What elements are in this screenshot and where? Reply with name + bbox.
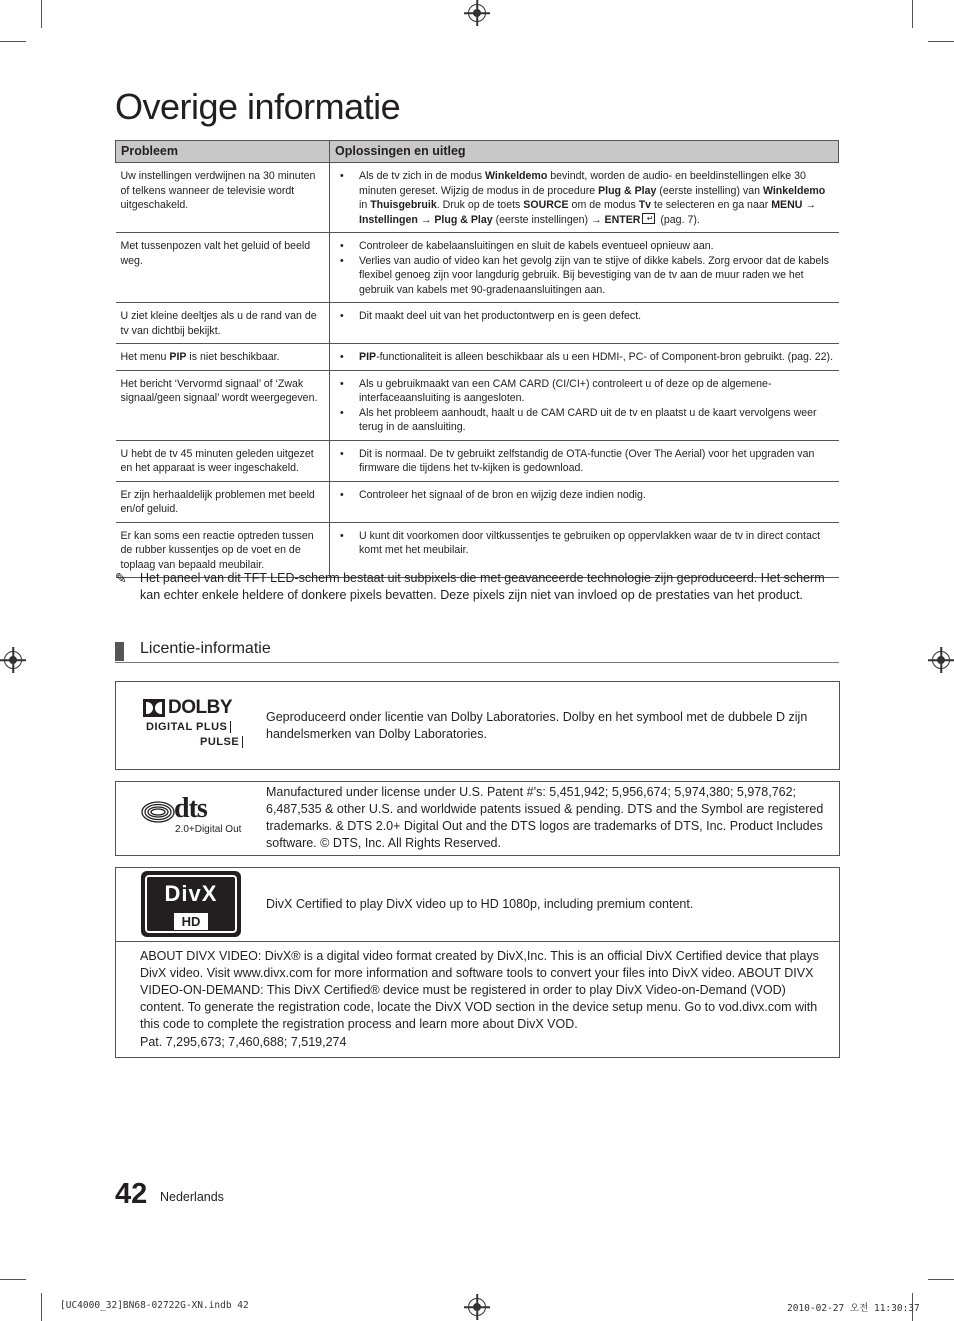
- divx-logo: [141, 871, 241, 937]
- dolby-logo-line3: PULSE: [200, 736, 243, 748]
- troubleshooting-table: [115, 140, 839, 578]
- solution-cell: [330, 233, 839, 303]
- crop-mark: [0, 1279, 26, 1280]
- divx-logo-sub: HD: [174, 913, 208, 930]
- dolby-logo: [138, 699, 243, 755]
- divx-divider: [116, 941, 839, 942]
- page-language: Nederlands: [160, 1190, 224, 1204]
- solution-bullet: • Verlies van audio of video kan het gevolg zijn van te stijve of dikke kabels. Zorg ervoor dat de kabels flexibel genoeg zijn voor langdurig gebruik. Bij bevestiging van de tv aan de muur raden we het gebruik van kabels met 90-gradenaansluitingen aan.: [359, 254, 834, 298]
- crop-mark: [41, 1293, 42, 1321]
- solution-bullet: • Als u gebruikmaakt van een CAM CARD (CI/CI+) controleert u of deze op de algemene-interfaceaansluiting is aangesloten.: [359, 377, 834, 406]
- solution-cell: [330, 303, 839, 344]
- dts-symbol-icon: [140, 800, 176, 824]
- solution-bullet: • Dit is normaal. De tv gebruikt zelfstandig de OTA-functie (Over The Aerial) voor het upgraden van firmware die tijdens het tv-kijken is gedownload.: [359, 447, 834, 476]
- crop-mark: [0, 41, 26, 42]
- table-row: [116, 344, 839, 371]
- dts-license-text: Manufactured under license under U.S. Patent #’s: 5,451,942; 5,956,674; 5,974,380; 5,978,762; 6,487,535 & other U.S. and worldwide patents issued & pending. DTS and the Symbol are registered trademarks. & DTS 2.0+ Digital Out and the DTS logos are trademarks of DTS, Inc. Product Includes software. © DTS, Inc. All Rights Reserved.: [266, 785, 824, 850]
- dts-logo-word: dts: [174, 793, 207, 824]
- column-header-solutions: Oplossingen en uitleg: [330, 141, 839, 163]
- solution-cell: [330, 440, 839, 481]
- page-number: 42: [115, 1178, 148, 1210]
- problem-cell: Het menu PIP is niet beschikbaar.: [116, 344, 330, 371]
- problem-cell: U hebt de tv 45 minuten geleden uitgezet en het apparaat is weer ingeschakeld.: [116, 440, 330, 481]
- dts-logo-sub: 2.0+Digital Out: [175, 824, 242, 835]
- dts-logo: [138, 793, 243, 839]
- solution-bullet: • Controleer de kabelaansluitingen en sluit de kabels eventueel opnieuw aan.: [359, 239, 834, 254]
- note: [115, 570, 835, 604]
- section-title: Licentie-informatie: [140, 640, 271, 657]
- table-header-row: [116, 141, 839, 163]
- dolby-license-box: [115, 681, 840, 770]
- registration-mark-icon: [468, 4, 486, 22]
- problem-cell: Uw instellingen verdwijnen na 30 minuten of telkens wanneer de televisie wordt uitgeschakeld.: [116, 163, 330, 233]
- footer-date: 2010-02-27 오전 11:30:37: [787, 1303, 920, 1314]
- crop-mark: [41, 0, 42, 28]
- solution-cell: [330, 370, 839, 440]
- solution-bullet: • Als het probleem aanhoudt, haalt u de CAM CARD uit de tv en plaatst u de kaart vervolgens weer terug in de aansluiting.: [359, 406, 834, 435]
- solution-bullet: • Dit maakt deel uit van het productontwerp en is geen defect.: [359, 309, 834, 324]
- solution-bullet: • U kunt dit voorkomen door viltkussentjes te gebruiken op oppervlakken waar de tv in direct contact komt met het meubilair.: [359, 529, 834, 558]
- solution-bullet: • Als de tv zich in de modus Winkeldemo bevindt, worden de audio- en beeldinstellingen elke 30 minuten gereset. Wijzig de modus in de procedure Plug & Play (eerste instelling) van Winkeldemo in Thuisgebruik. Druk op de toets SOURCE om de modus Tv te selecteren en ga naar MENU → Instellingen → Plug & Play (eerste instellingen) → ENTER ↵ (pag. 7).: [359, 169, 834, 227]
- divx-about-text: ABOUT DIVX VIDEO: DivX® is a digital video format created by DivX,Inc. This is an official DivX Certified device that plays DivX video. Visit www.divx.com for more information and software tools to convert your files into DivX video. ABOUT DIVX VIDEO-ON-DEMAND: This DivX Certified® device must be registered in order to play DivX Video-on-Demand (VOD) content. To generate the registration code, locate the DivX VOD section in the device setup menu. Go to vod.divx.com with this code to complete the registration process and learn more about DivX VOD.: [140, 949, 819, 1031]
- divx-patent-text: Pat. 7,295,673; 7,460,688; 7,519,274: [140, 1035, 347, 1049]
- dolby-logo-word: DOLBY: [168, 697, 232, 718]
- section-heading: [115, 640, 839, 663]
- crop-mark: [928, 41, 954, 42]
- dolby-license-text: Geproduceerd onder licentie van Dolby Laboratories. Dolby en het symbool met de dubbele D zijn handelsmerken van Dolby Laboratories.: [266, 710, 808, 741]
- crop-mark: [928, 1279, 954, 1280]
- registration-mark-icon: [932, 651, 950, 669]
- solution-bullet: • Controleer het signaal of de bron en wijzig deze indien nodig.: [359, 488, 834, 503]
- footer-file-info: [UC4000_32]BN68-02722G-XN.indb 42: [60, 1300, 249, 1311]
- enter-icon: ↵: [642, 213, 655, 224]
- solution-cell: [330, 163, 839, 233]
- note-text: Het paneel van dit TFT LED-scherm bestaat uit subpixels die met geavanceerde technologie zijn geproduceerd. Het scherm kan echter enkele heldere of donkere pixels bevatten. Deze pixels zijn niet van invloed op de prestaties van het product.: [140, 571, 825, 602]
- table-row: [116, 481, 839, 522]
- column-header-problem: Probleem: [116, 141, 330, 163]
- table-row: [116, 370, 839, 440]
- table-row: [116, 440, 839, 481]
- problem-cell: Het bericht ‘Vervormd signaal’ of ‘Zwak signaal/geen signaal’ wordt weergegeven.: [116, 370, 330, 440]
- divx-certified-text: DivX Certified to play DivX video up to HD 1080p, including premium content.: [266, 897, 694, 911]
- problem-cell: Er zijn herhaaldelijk problemen met beeld en/of geluid.: [116, 481, 330, 522]
- dts-license-box: [115, 781, 840, 856]
- dolby-double-d-icon: [143, 699, 165, 717]
- divx-license-box: [115, 867, 840, 1058]
- solution-cell: [330, 481, 839, 522]
- table-row: [116, 233, 839, 303]
- solution-bullet: • PIP-functionaliteit is alleen beschikbaar als u een HDMI-, PC- of Component-bron gebruikt. (pag. 22).: [359, 350, 834, 365]
- pencil-icon: ✎: [115, 570, 127, 586]
- divx-logo-word: DivX: [164, 881, 218, 906]
- problem-cell: U ziet kleine deeltjes als u de rand van de tv van dichtbij bekijkt.: [116, 303, 330, 344]
- crop-mark: [912, 0, 913, 28]
- page-title: Overige informatie: [115, 86, 401, 127]
- solution-cell: [330, 344, 839, 371]
- table-row: [116, 303, 839, 344]
- section-bar: [115, 642, 124, 661]
- dolby-logo-line2: DIGITAL PLUS: [146, 721, 231, 733]
- problem-cell: Met tussenpozen valt het geluid of beeld weg.: [116, 233, 330, 303]
- registration-mark-icon: [468, 1298, 486, 1316]
- table-row: [116, 163, 839, 233]
- problem-cell: Er kan soms een reactie optreden tussen de rubber kussentjes op de voet en de toplaag van bepaald meubilair.: [116, 522, 330, 578]
- registration-mark-icon: [4, 651, 22, 669]
